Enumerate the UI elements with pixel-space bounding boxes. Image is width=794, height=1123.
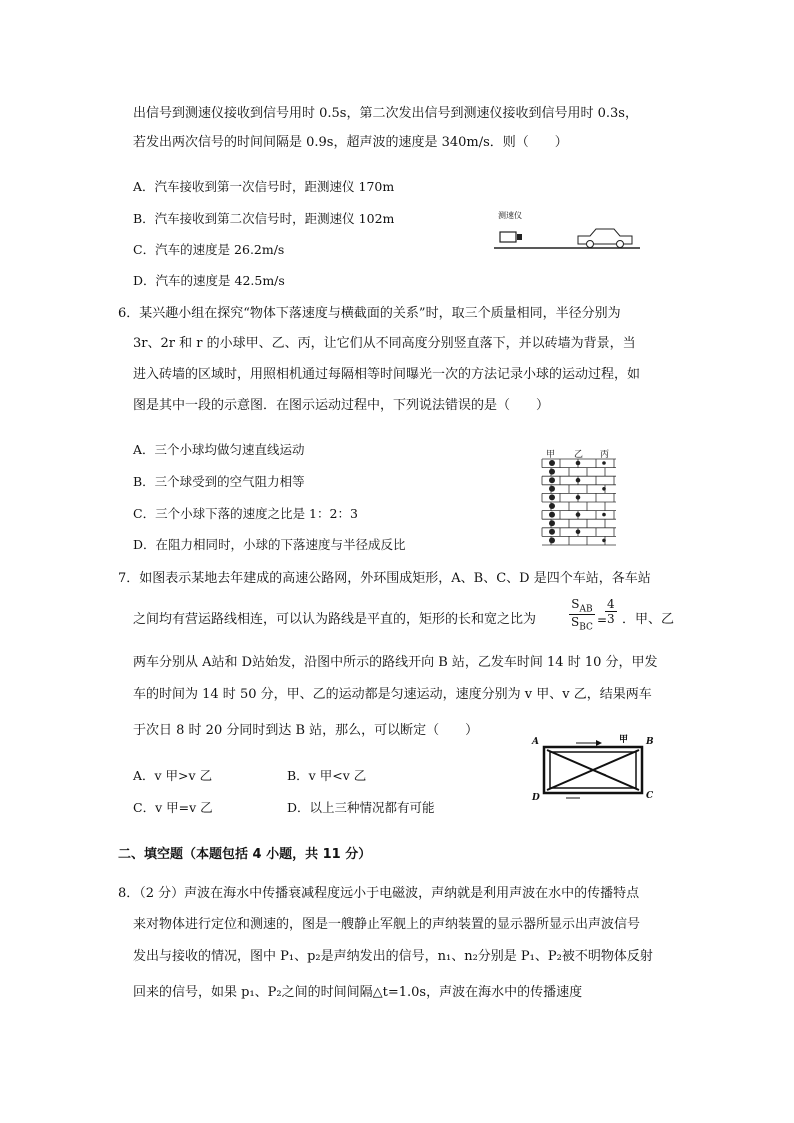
falling-ball — [549, 486, 555, 492]
q7-fraction-denominator: $S_{BC}$ — [571, 615, 593, 633]
q6-option-a: A．三个小球均做匀速直线运动 — [133, 442, 305, 457]
station-d-label: D — [532, 793, 540, 803]
q5-option-d: D．汽车的速度是 42.5m/s — [133, 273, 285, 288]
falling-ball — [549, 460, 555, 466]
station-a-label: A — [532, 737, 539, 747]
station-b-label: B — [646, 737, 654, 747]
q6-text-line-3: 进入砖墙的区域时，用照相机通过每隔相等时间曝光一次的方法记录小球的运动过程，如 — [133, 367, 641, 382]
q7-text-line-2a: 之间均有营运路线相连，可以认为路线是平直的，矩形的长和宽之比为 — [133, 612, 537, 627]
q5-text-line-2: 若发出两次信号的时间间隔是 0.9s，超声波的速度是 340m/s．则（ ） — [133, 135, 568, 150]
falling-ball — [602, 461, 606, 465]
highway-network-drawing — [530, 735, 660, 810]
q6-label-yi: 乙 — [574, 450, 584, 460]
speed-meter-icon — [500, 232, 516, 242]
falling-ball — [576, 512, 581, 517]
falling-ball — [549, 477, 555, 483]
q6-text-line-1: 6．某兴趣小组在探究“物体下落速度与横截面的关系”时，取三个质量相同，半径分别为 — [118, 306, 621, 321]
station-c-label: C — [646, 791, 654, 801]
q7-highway-network-figure — [530, 735, 660, 810]
q5-option-b: B．汽车接收到第二次信号时，距测速仪 102m — [133, 211, 395, 226]
q7-text-line-2b: ．甲、乙 — [622, 612, 675, 627]
q6-text-line-2: 3r、2r 和 r 的小球甲、乙、丙，让它们从不同高度分别竖直落下，并以砖墙为背景，当 — [133, 336, 636, 351]
q6-label-jia: 甲 — [546, 450, 556, 460]
q8-text-line-4: 回来的信号，如果 p₁、P₂之间的时间间隔△t=1.0s，声波在海水中的传播速度 — [133, 985, 583, 1000]
q6-option-b: B．三个球受到的空气阻力相等 — [133, 474, 305, 489]
falling-ball — [576, 495, 581, 500]
q5-option-c: C．汽车的速度是 26.2m/s — [133, 242, 285, 257]
q6-option-d: D．在阻力相同时，小球的下落速度与半径成反比 — [133, 537, 406, 552]
falling-ball — [549, 469, 555, 475]
car-icon — [578, 229, 632, 248]
falling-ball — [549, 537, 555, 543]
q8-text-line-3: 发出与接收的情况，图中 P₁、p₂是声纳发出的信号，n₁、n₂分别是 P₁、P₂被不明物体反射 — [133, 949, 653, 964]
q7-ratio-fraction — [605, 597, 617, 626]
falling-ball — [549, 520, 555, 526]
section-heading-fill-in: 二、填空题（本题包括 4 小题，共 11 分） — [118, 847, 372, 862]
q7-text-line-5: 于次日 8 时 20 分同时到达 B 站，那么，可以断定（ ） — [133, 723, 479, 738]
q7-option-b: B．v 甲<v 乙 — [287, 768, 367, 783]
q5-option-a: A．汽车接收到第一次信号时，距测速仪 170m — [133, 179, 395, 194]
q7-ratio-numerator: 4 — [607, 597, 615, 611]
falling-ball — [549, 503, 555, 509]
falling-ball — [549, 512, 555, 518]
q7-area-fraction — [569, 597, 595, 633]
q6-text-line-4: 图是其中一段的示意图．在图示运动过程中，下列说法错误的是（ ） — [133, 398, 550, 413]
falling-ball — [549, 494, 555, 500]
q7-text-line-4: 车的时间为 14 时 50 分，甲、乙的运动都是匀速运动，速度分别为 v 甲、v 乙，结果两车 — [133, 687, 652, 702]
q7-option-a: A．v 甲>v 乙 — [133, 768, 213, 783]
q8-text-line-2: 来对物体进行定位和测速的，图是一艘静止军舰上的声纳装置的显示器所显示出声波信号 — [133, 917, 641, 932]
q5-text-line-1: 出信号到测速仪接收到信号用时 0.5s，第二次发出信号到测速仪接收到信号用时 0.3s， — [133, 106, 638, 121]
falling-ball — [602, 513, 606, 517]
q7-option-c: C．v 甲=v 乙 — [133, 800, 213, 815]
falling-ball — [602, 539, 606, 543]
q7-text-line-1: 7．如图表示某地去年建成的高速公路网，外环围成矩形，A、B、C、D 是四个车站，各车站 — [118, 571, 651, 586]
falling-ball — [576, 478, 581, 483]
q6-label-bing: 丙 — [600, 450, 610, 460]
q7-equals: = — [597, 613, 608, 627]
q7-text-line-3: 两车分别从 A站和 D站始发，沿图中所示的路线开向 B 站，乙发车时间 14 时 10 分，甲发 — [133, 655, 658, 670]
falling-ball — [576, 530, 581, 535]
falling-ball — [602, 487, 606, 491]
q7-ratio-denominator: 3 — [607, 612, 615, 626]
q8-text-line-1: 8．（2 分）声波在海水中传播衰减程度远小于电磁波，声纳就是利用声波在水中的传播特点 — [118, 886, 640, 901]
brick-wall-drawing — [538, 447, 626, 547]
falling-ball — [549, 529, 555, 535]
q6-option-c: C．三个小球下落的速度之比是 1：2：3 — [133, 506, 358, 521]
falling-ball — [576, 461, 581, 466]
q7-option-d: D．以上三种情况都有可能 — [287, 800, 435, 815]
q5-figure-label: 测速仪 — [498, 211, 522, 220]
car-jia-label: 甲 — [619, 735, 629, 745]
speed-meter-car-drawing — [490, 210, 640, 260]
q5-figure — [490, 210, 640, 260]
q7-fraction-numerator: $S_{AB}$ — [569, 597, 595, 615]
q6-brick-wall-figure — [538, 447, 626, 547]
